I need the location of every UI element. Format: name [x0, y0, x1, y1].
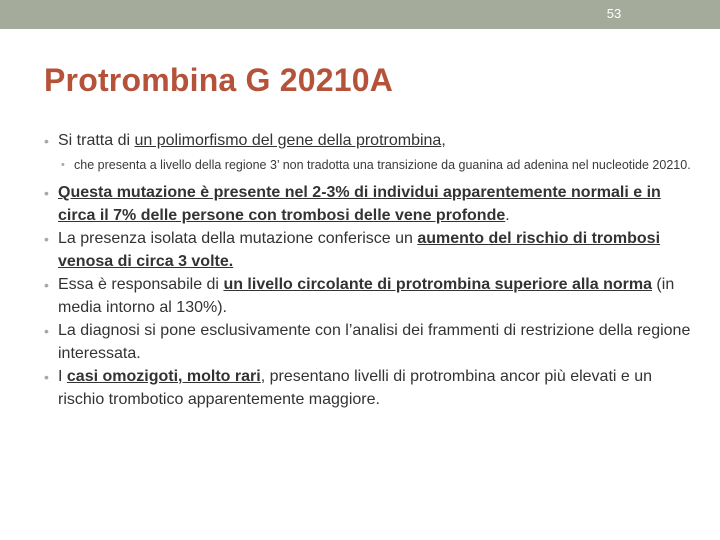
bullet-marker: •: [44, 231, 49, 247]
bullet-text-end: .: [505, 206, 510, 224]
bullet-text-end: , presentano livelli di protrombina ancor più elevati e un rischio trombotico apparentemente maggiore.: [58, 368, 653, 408]
bullet-emphasis: aumento del rischio di trombosi venosa di circa 3 volte.: [58, 230, 661, 270]
bullet-homozygous: [44, 366, 694, 411]
bullet-text: Essa è responsabile di: [58, 276, 224, 293]
bullet-emphasis: un livello circolante di protrombina superiore alla norma: [223, 276, 652, 293]
bullet-marker: •: [44, 277, 49, 293]
bullet-polymorphism: [44, 130, 694, 153]
bullet-text: La presenza isolata della mutazione conferisce un: [58, 230, 418, 247]
bullet-emphasis: Questa mutazione è presente nel 2-3% di individui apparentemente normali e in circa il 7% delle persone con trombosi delle vene profonde: [58, 184, 661, 224]
bullet-marker: •: [44, 369, 49, 385]
slide-title: Protrombina G 20210A: [44, 62, 393, 98]
top-bar: [0, 0, 720, 29]
bullet-text: Si tratta di: [58, 132, 135, 149]
bullet-diagnosis: [44, 320, 694, 365]
bullet-risk: [44, 228, 694, 273]
bullet-marker: •: [44, 133, 49, 149]
bullet-emphasis: casi omozigoti, molto rari: [66, 368, 261, 385]
slide-content: [44, 130, 694, 412]
bullet-prevalence: [44, 182, 694, 227]
bullet-marker: •: [44, 185, 49, 201]
sub-bullet-transition: [61, 157, 694, 175]
bullet-text: I: [58, 368, 67, 385]
bullet-emphasis: un polimorfismo del gene della protrombina: [134, 132, 442, 149]
bullet-marker: •: [44, 323, 49, 339]
bullet-text-end: (in media intorno al 130%).: [58, 276, 675, 316]
bullet-text-end: ,: [441, 132, 446, 149]
page-number: 53: [606, 6, 622, 21]
bullet-text: che presenta a livello della regione 3’ non tradotta una transizione da guanina ad adenina nel nucleotide 20210.: [74, 157, 691, 172]
bullet-text: La diagnosi si pone esclusivamente con l’analisi dei frammenti di restrizione della regione interessata.: [58, 322, 691, 362]
bullet-marker: •: [61, 158, 65, 171]
bullet-level: [44, 274, 694, 319]
